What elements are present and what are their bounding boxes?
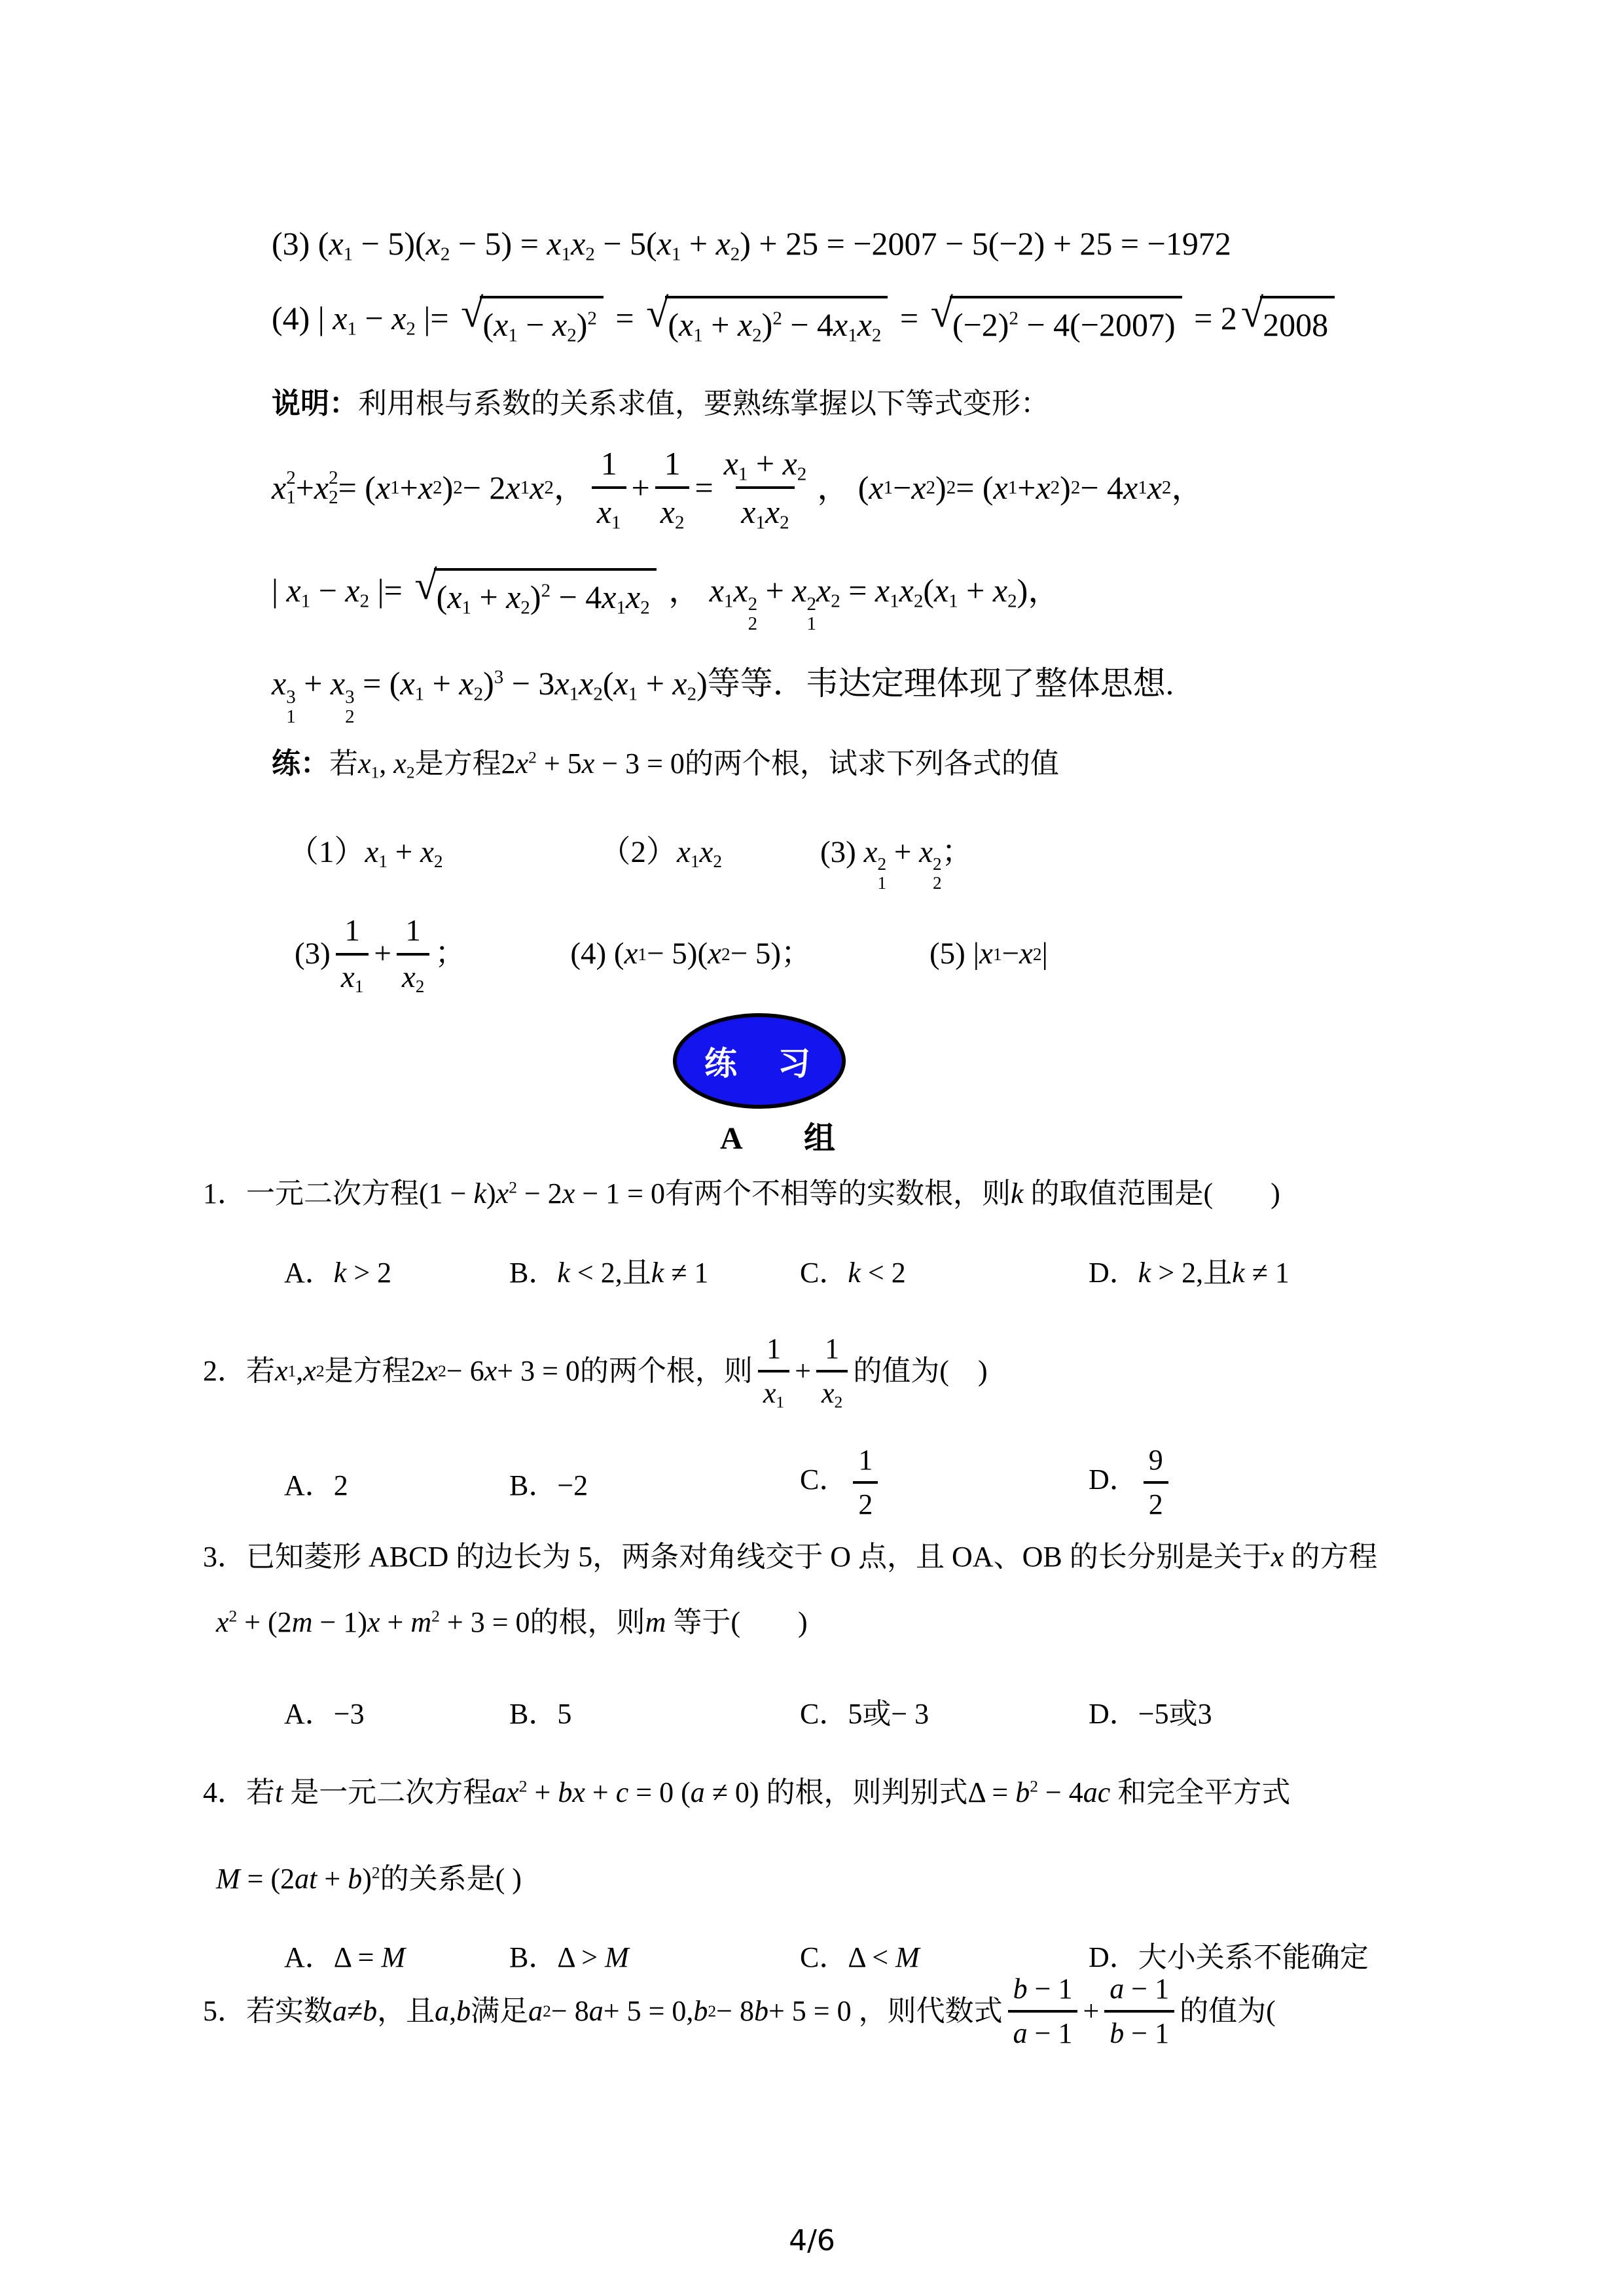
q4-option-a: A．Δ = M — [284, 1941, 406, 1973]
question-3-text-2: $x^2 + (2m - 1)x + m^2 + 3 = 0$的根，则m 等于( ) — [216, 1606, 808, 1638]
identity-line-3: x 3 1 + x 3 2 = $(x_1 + x_2)^3 - 3x_1x_2(x_1 + x_2)$等等．韦达定理体现了整体思想. — [272, 665, 1174, 728]
page-number: 4/6 — [789, 2224, 835, 2257]
question-2-text: 2．若 x 1 , x 2 是方程2 x 2 − 6 x + 3 = 0的两个根，则 $\frac{1}{x_1}$ + $\frac{1}{x_2}$ 的值为( ) — [203, 1333, 988, 1412]
q3-option-b: B．5 — [509, 1698, 572, 1730]
question-3-options — [0, 1690, 1624, 1732]
question-3-text-1: 3．已知菱形 ABCD 的边长为 5，两条对角线交于 O 点，且 OA、OB 的长分别是关于x 的方程 — [203, 1541, 1378, 1573]
q1-option-c: C．k < 2 — [800, 1257, 906, 1289]
practice-items-row-2: (3) $\frac{1}{x_1}$ + $\frac{1}{x_2}$ ； (4) ( x 1 − 5)( x 2 − 5)； (5) | x 1 − x 2 | — [295, 914, 1048, 997]
question-4-text-2: $M = (2at + b)^2$的关系是( ) — [216, 1863, 522, 1895]
question-4-text-1: 4．若t 是一元二次方程$ax^2$ + bx + c = 0 (a ≠ 0) 的根，则判别式$\Delta = b^2 - 4ac$ 和完全平方式 — [203, 1776, 1291, 1808]
practice-items-row-1: $(1)x_1 + x_2$ $(2)x_1x_2$ (3) x 2 1 + x 2 2 ； — [288, 835, 973, 893]
identity-line-1: x 2 1 + x 2 2 = ( x 1 + x 2 ) 2 − 2 x 1 x 2 ， $\frac{1}{x_1}$ + $\frac{1}{x_2}$ = $\frac{x_1 + x_2}{x_1x_2}$ ， ( x 1 − x 2 ) 2 = ( x 1 + x 2 ) 2 − 4 x 1 x 2 ， — [272, 445, 1204, 533]
q2-option-c: C． $\frac{1}{2}$ — [800, 1444, 1089, 1520]
question-2-options — [0, 1433, 1624, 1532]
question-1-text: 1．一元二次方程$(1 - k)x^2 - 2x - 1 = 0$有两个不相等的实数根，则k 的取值范围是( ) — [203, 1177, 1280, 1210]
q4-option-b: B．Δ > M — [509, 1941, 629, 1973]
formula-line-3: (3) $(x_1 - 5)(x_2 - 5) = x_1x_2 - 5(x_1 + x_2) + 25 = -2007 - 5(-2) + 25 = -1972$ — [272, 225, 1231, 265]
practice-badge — [673, 1013, 846, 1109]
practice-prompt: 练：若$x_1$, $x_2$是方程$2x^2 + 5x - 3 = 0$的两个根，试求下列各式的值 — [272, 747, 1059, 782]
note-line: 说明：利用根与系数的关系求值，要熟练掌握以下等式变形： — [272, 387, 1049, 420]
identity-line-2: | $x_1 - x_2$ |= √ $(x_1 + x_2)^2 - 4x_1x_2$ ， $x_1x$ 2 2 + x 2 1 $x_2 = x_1x_2(x_1 + x_2)$， — [272, 562, 1061, 635]
q3-option-a: A．−3 — [284, 1698, 365, 1730]
formula-line-4: (4) | $x_1 - x_2$ |= √ $(x_1 - x_2)^2$ = √ $(x_1 + x_2)^2 - 4x_1x_2$ = √ $(-2)^2 - 4(-2007)$ = 2 √ 2008 — [272, 296, 1339, 348]
q1-option-a: A．k > 2 — [284, 1257, 392, 1289]
q1-option-b: B．k < 2,且k ≠ 1 — [509, 1257, 709, 1289]
practice-badge-label: 练 习 — [704, 1045, 814, 1082]
question-5-text: 5．若实数 a ≠ b ，且 a , b 满足 a 2 − 8 a + 5 = 0, b 2 − 8 b + 5 = 0 ，则代数式 $\frac{b - 1}{a - 1}$ + $\frac{a - 1}{b - 1}$ 的值为( — [203, 1973, 1276, 2049]
q2-option-d: D． $\frac{9}{2}$ — [1089, 1444, 1624, 1520]
q3-option-c: C．5或− 3 — [800, 1698, 929, 1730]
question-1-options — [0, 1249, 1624, 1291]
q3-option-d: D．−5或3 — [1089, 1698, 1212, 1730]
group-a-heading: A 组 — [720, 1121, 836, 1156]
q2-option-b: B．−2 — [509, 1469, 588, 1501]
q4-option-d: D．大小关系不能确定 — [1089, 1941, 1369, 1973]
q1-option-d: D．k > 2,且k ≠ 1 — [1089, 1257, 1290, 1289]
q4-option-c: C．Δ < M — [800, 1941, 920, 1973]
q2-option-a: A．2 — [284, 1469, 348, 1501]
